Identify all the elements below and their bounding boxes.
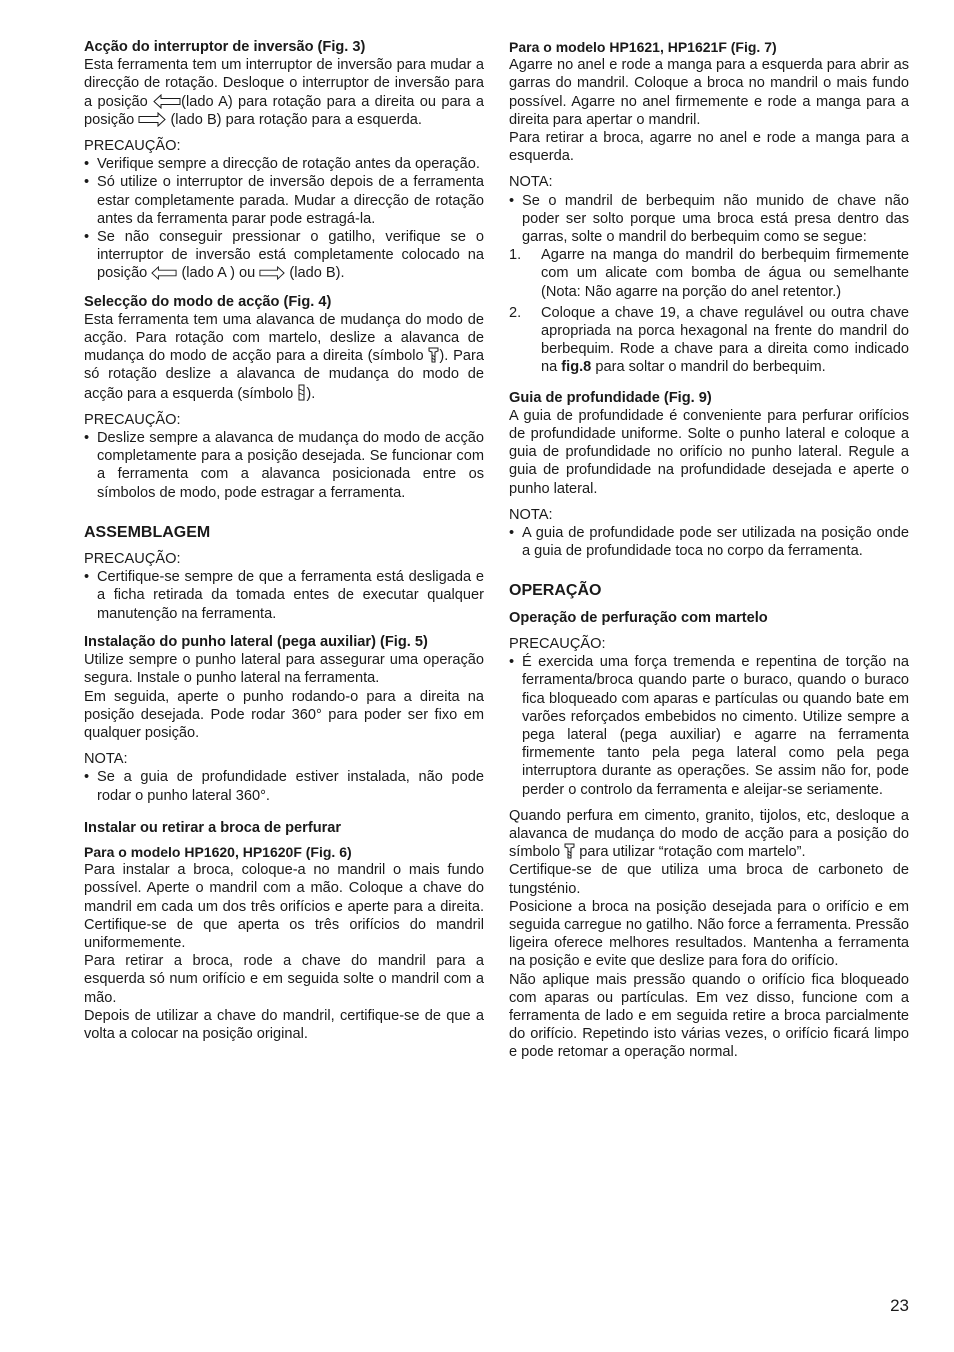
chuck-release-steps bbox=[509, 246, 909, 376]
list-item: • Verifique sempre a direcção de rotação antes da operação. bbox=[84, 155, 484, 173]
side-grip-text: Em seguida, aperte o punho rodando-o para a direita na posição desejada. Pode rodar 360° para poder ser fixo em qualquer posição. bbox=[84, 688, 484, 741]
note-label: NOTA: bbox=[509, 174, 553, 191]
action-mode-text: Esta ferramenta tem uma alavanca de mudança do modo de acção. Para rotação com martelo, deslize a alavanca de mudança do modo de acção para a direita (símbolo ). Para só rotação deslize a alavanca de mudança do modo de acção para a esquerda (símbolo ). bbox=[84, 311, 484, 402]
model-hp1620-subheading: Para o modelo HP1620, HP1620F (Fig. 6) bbox=[84, 843, 352, 860]
depth-gauge-text: A guia de profundidade é conveniente para perfurar orifícios de profundidade uniforme. Solte o punho lateral e coloque a guia de profundidade no orifício no punho lateral. Regule a guia de profundidade na profundidade desejada e aperte o punho lateral. bbox=[509, 407, 909, 497]
list-item: • Se o mandril de berbequim não munido de chave não poder ser solto porque uma broca está presa dentro das garras, solte o mandril do berbequim como se segue: bbox=[509, 192, 909, 247]
left-column bbox=[84, 38, 484, 1043]
arrow-right-icon bbox=[138, 112, 166, 127]
arrow-left-icon bbox=[153, 94, 181, 109]
assembly-section-heading: ASSEMBLAGEM bbox=[84, 523, 211, 541]
list-item: 1. Agarre na manga do mandril do berbequim firmemente com um alicate com bomba de água ou semelhante (Nota: Não agarre na porção do anel retentor.) bbox=[509, 247, 909, 300]
action-mode-heading: Selecção do modo de acção (Fig. 4) bbox=[84, 293, 332, 310]
drill-bit-heading: Instalar ou retirar a broca de perfurar bbox=[84, 819, 342, 836]
caution-label: PRECAUÇÃO: bbox=[84, 138, 181, 155]
list-item: • É exercida uma força tremenda e repentina de torção na ferramenta/broca quando parte o buraco, quando o buraco fica bloqueado com aparas e partículas ou quando bate em varões reforçados embebidos no cimento. Utilize sempre a pega lateral (pega auxiliar) e agarre na ferramenta firmemente tanto pela pega lateral como pela pega interruptora durante as operações. Se assim não for, pode perder o controlo da ferramenta e aleijar-se seriamente. bbox=[509, 653, 909, 799]
caution-label: PRECAUÇÃO: bbox=[84, 411, 181, 428]
list-item: • Deslize sempre a alavanca de mudança do modo de acção completamente para a posição desejada. Se funcionar com a ferramenta com a alavanca posicionada entre os símbolos de modo, pode estragar a ferramenta. bbox=[84, 429, 484, 502]
page-number: 23 bbox=[890, 1296, 909, 1315]
right-column bbox=[509, 38, 909, 1062]
figure-reference: fig.8 bbox=[561, 359, 592, 376]
side-grip-text: Utilize sempre o punho lateral para assegurar uma operação segura. Instale o punho lateral na ferramenta. bbox=[84, 652, 484, 687]
list-item: • Só utilize o interruptor de inversão depois de a ferramenta estar completamente parada. Mudar a direcção de rotação antes da ferramenta parar pode estragá-la. bbox=[84, 173, 484, 228]
side-grip-note-list bbox=[84, 768, 484, 804]
arrow-right-icon bbox=[259, 266, 285, 280]
hammer-drilling-text: Certifique-se de que utiliza uma broca de carboneto de tungsténio. bbox=[509, 862, 909, 897]
note-label: NOTA: bbox=[84, 751, 128, 768]
caution-label: PRECAUÇÃO: bbox=[509, 635, 606, 652]
reversing-switch-text: Esta ferramenta tem um interruptor de inversão para mudar a direcção de rotação. Desloque o interruptor de inversão para a posição (lado A) para rotação para a direita ou para a posição (lado B) para rotação para a esquerda. bbox=[84, 57, 484, 128]
keyless-chuck-text: Para retirar a broca, agarre no anel e rode a manga para a esquerda. bbox=[509, 130, 909, 165]
operation-section-heading: OPERAÇÃO bbox=[509, 582, 602, 600]
model-hp1621-subheading: Para o modelo HP1621, HP1621F (Fig. 7) bbox=[509, 39, 777, 55]
reversing-caution-list bbox=[84, 155, 484, 282]
keyless-chuck-note-list bbox=[509, 192, 909, 247]
list-item: • Certifique-se sempre de que a ferramenta está desligada e a ficha retirada da tomada entes de executar qualquer manutenção na ferramenta. bbox=[84, 568, 484, 623]
hammer-drill-symbol-icon bbox=[564, 843, 575, 859]
keyless-chuck-text: Agarre no anel e rode a manga para a esquerda para abrir as garras do mandril. Coloque a broca no mandril o mais fundo possível. Agarre no anel firmemente e rode a manga para a direita para apertar o mandril. bbox=[509, 57, 909, 128]
hammer-drilling-text: Quando perfura em cimento, granito, tijolos, etc, desloque a alavanca de mudança do modo de acção para a posição do símbolo para utilizar “rotação com martelo”. bbox=[509, 807, 909, 861]
depth-gauge-heading: Guia de profundidade (Fig. 9) bbox=[509, 389, 712, 406]
drill-bit-text: Para retirar a broca, rode a chave do mandril para a esquerda só num orifício e em seguida solte o mandril com a mão. bbox=[84, 953, 484, 1006]
drill-bit-text: Para instalar a broca, coloque-a no mandril o mais fundo possível. Aperte o mandril com a mão. Coloque a chave do mandril em cada um dos três orifícios e aperte para a direita. Certifique-se de que aperta os três orifícios do mandril uniformemente. bbox=[84, 862, 484, 951]
hammer-drilling-text: Não aplique mais pressão quando o orifício fica bloqueado com aparas ou partículas. Em vez disso, funcione com a ferramenta de lado e em seguida retire a broca parcialmente do orifício. Repetindo isto várias vezes, o orifício ficará limpo e pode retomar a operação normal. bbox=[509, 971, 909, 1061]
caution-label: PRECAUÇÃO: bbox=[84, 551, 181, 568]
list-item: • A guia de profundidade pode ser utilizada na posição onde a guia de profundidade toca no corpo da ferramenta. bbox=[509, 524, 909, 560]
action-mode-caution-list bbox=[84, 429, 484, 502]
hammer-drill-symbol-icon bbox=[428, 347, 439, 363]
arrow-left-icon bbox=[151, 266, 177, 280]
list-item: 2. Coloque a chave 19, a chave regulável ou outra chave apropriada na porca hexagonal na frente do mandril do berbequim. Rode a chave para a direita como indicado na fig.8 para soltar o mandril do berbequim. bbox=[509, 304, 909, 376]
hammer-drilling-text: Posicione a broca na posição desejada para o orifício e em seguida carregue no gatilho. Não force a ferramenta. Pressão ligeira oferece melhores resultados. Mantenha a ferramenta na posição e evite que deslize para fora do orifício. bbox=[509, 898, 909, 970]
depth-gauge-note-list bbox=[509, 524, 909, 560]
side-grip-heading: Instalação do punho lateral (pega auxiliar) (Fig. 5) bbox=[84, 633, 428, 650]
hammer-drilling-heading: Operação de perfuração com martelo bbox=[509, 609, 768, 626]
list-item: • Se não conseguir pressionar o gatilho, verifique se o interruptor de inversão está completamente colocado na posição (lado A ) ou (lado B). bbox=[84, 228, 484, 283]
drill-bit-text: Depois de utilizar a chave do mandril, certifique-se de que a volta a colocar na posição original. bbox=[84, 1007, 484, 1042]
assembly-caution-list bbox=[84, 568, 484, 623]
list-item: • Se a guia de profundidade estiver instalada, não pode rodar o punho lateral 360°. bbox=[84, 768, 484, 804]
reversing-switch-heading: Acção do interruptor de inversão (Fig. 3) bbox=[84, 39, 366, 55]
hammer-caution-list bbox=[509, 653, 909, 799]
note-label: NOTA: bbox=[509, 506, 553, 523]
